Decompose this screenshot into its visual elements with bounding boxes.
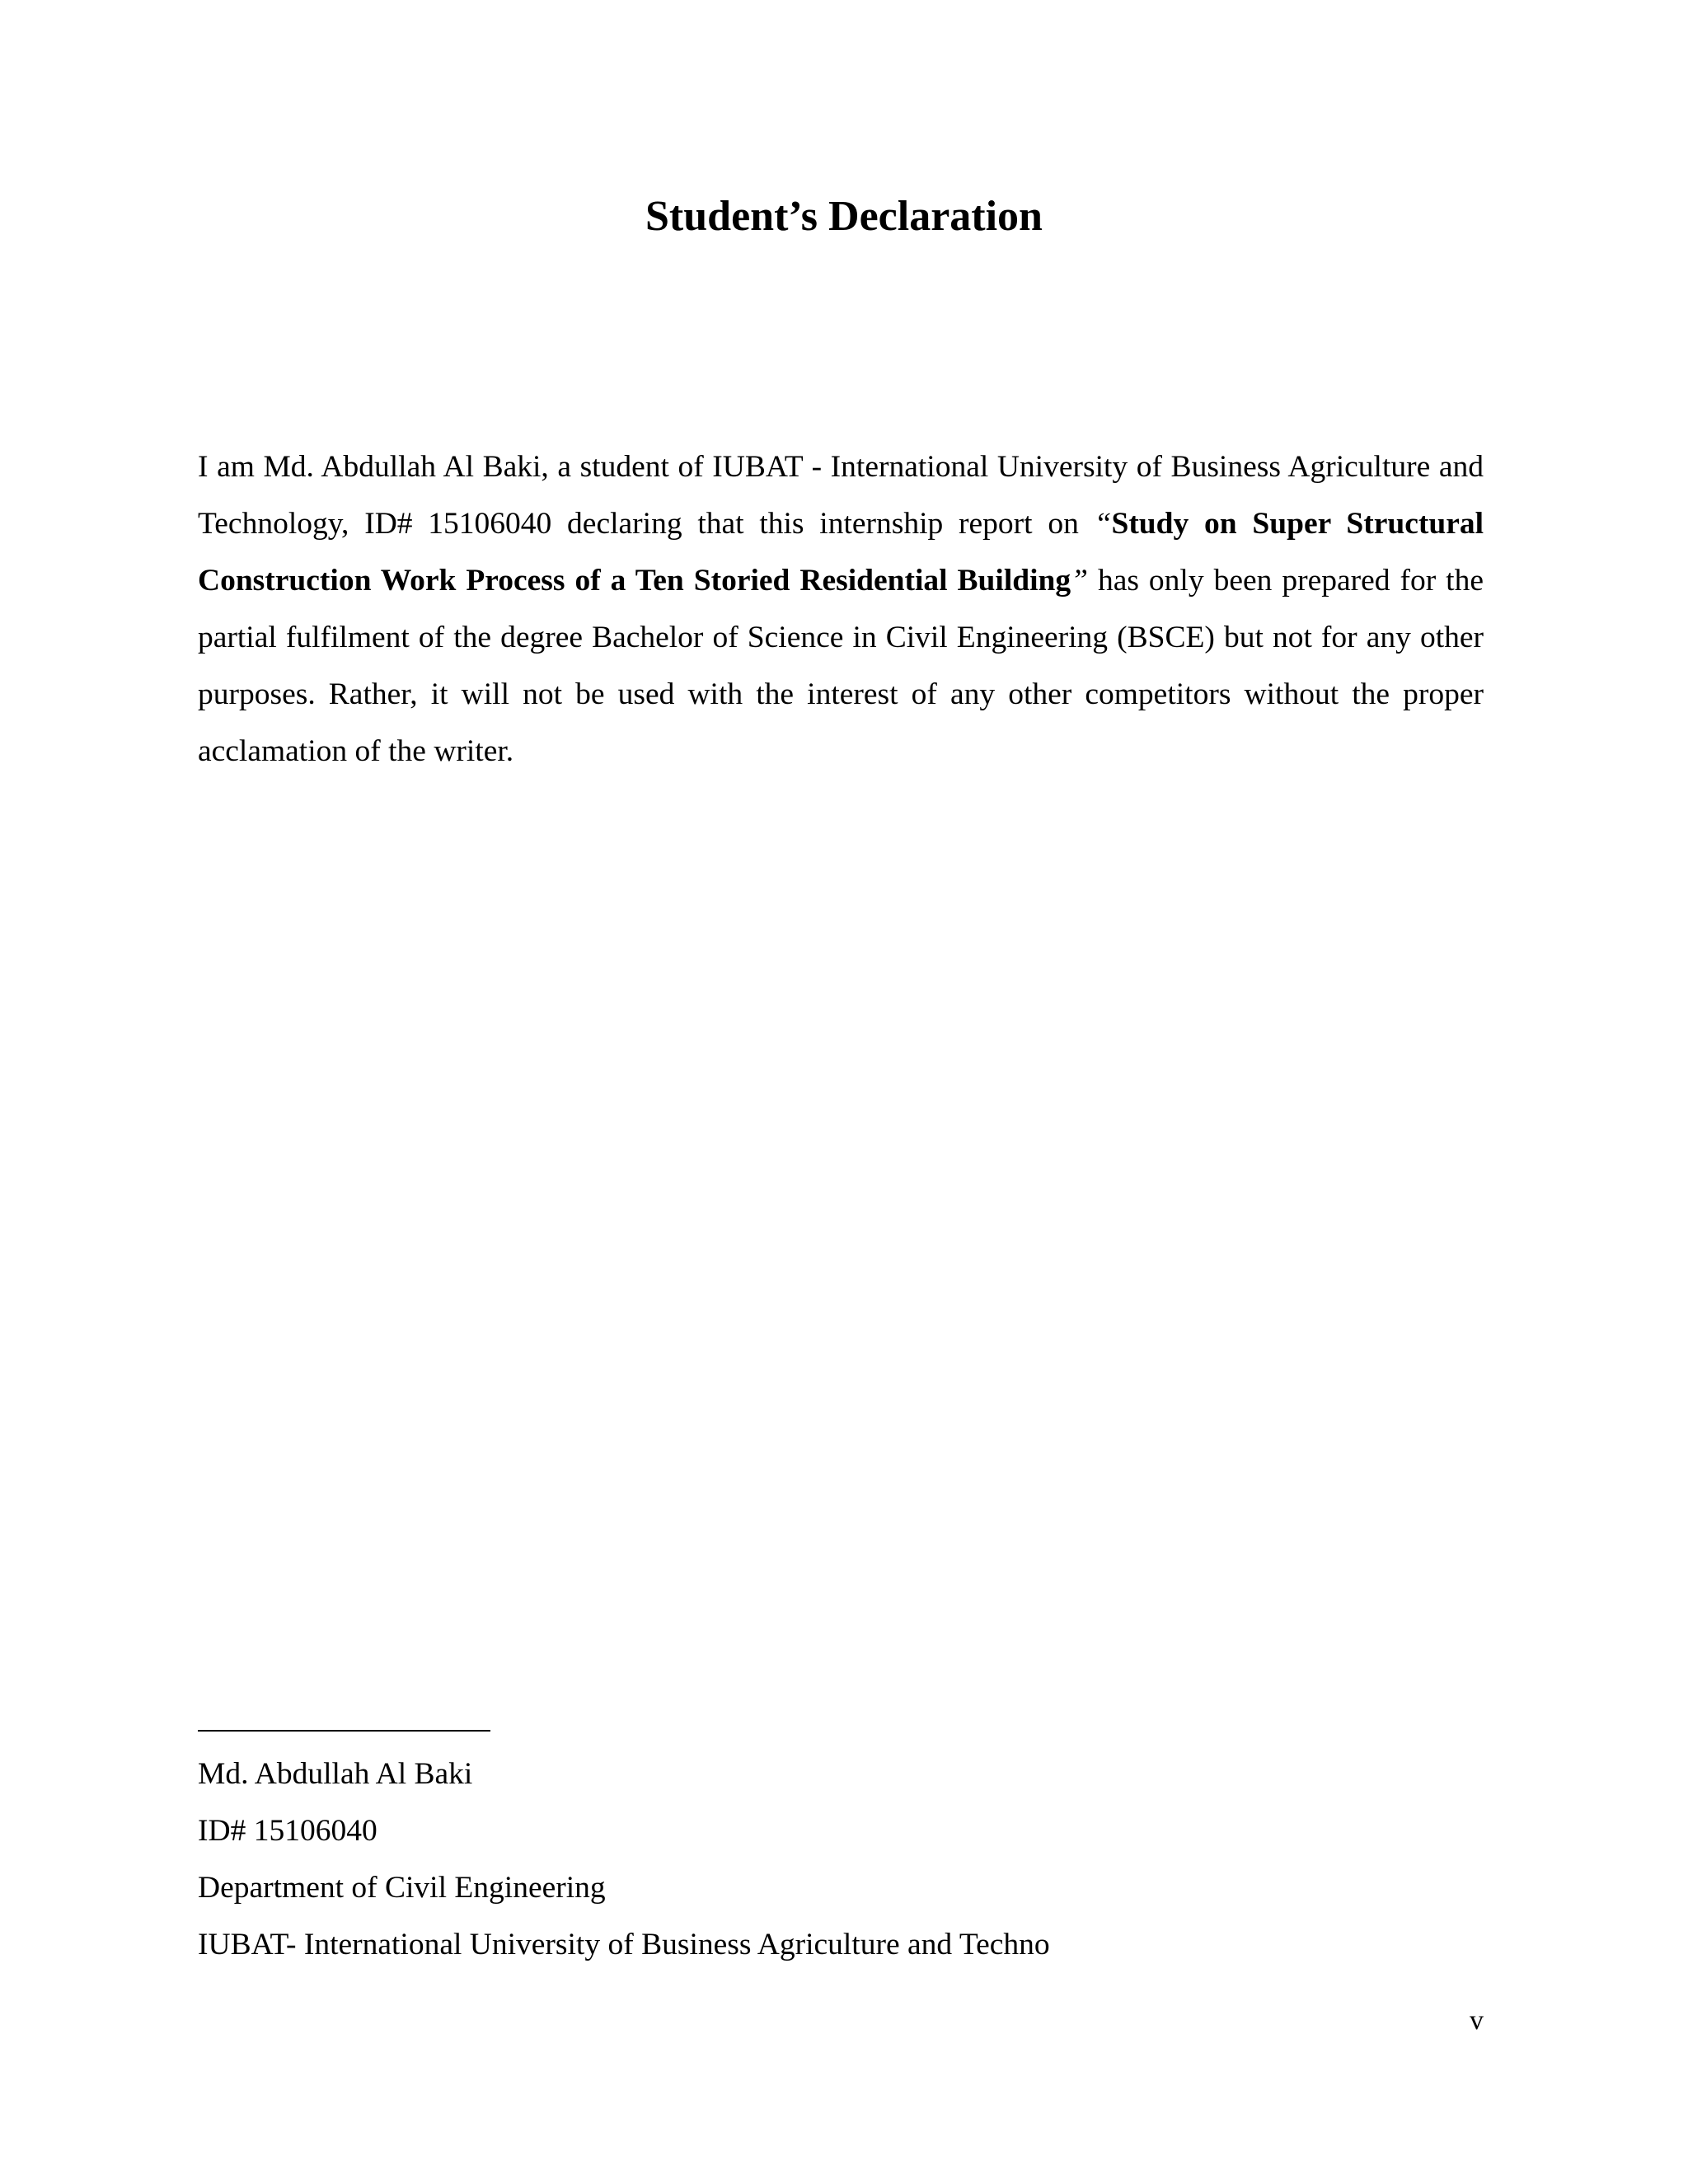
- paragraph-text-after: has only been prepared for the partial fulfilment of the degree Bachelor of Science in Civil Engineering (BSCE) but not for any other purposes. Rather, it will not be used with the interest of any other competitors without the proper acclamation of the writer.: [198, 564, 1484, 768]
- report-title: Study on Super Structural Construction Work Process of a Ten Storied Residential Building: [198, 507, 1484, 598]
- page-title: Student’s Declaration: [645, 193, 1043, 240]
- signature-block: [198, 1746, 1517, 1973]
- open-quote: “: [1094, 507, 1112, 541]
- signatory-name: Md. Abdullah Al Baki: [198, 1757, 473, 1791]
- signature-line: [198, 1730, 490, 1732]
- paragraph-text-before: I am Md. Abdullah Al Baki, a student of IUBAT - International University of Business Agriculture and Technology, ID# 15106040 declaring that this internship report on: [198, 450, 1484, 541]
- page-number: v: [1470, 2005, 1484, 2036]
- signatory-department: Department of Civil Engineering: [198, 1871, 606, 1905]
- close-quote: ”: [1071, 564, 1088, 598]
- signatory-id: ID# 15106040: [198, 1814, 377, 1848]
- declaration-paragraph: [198, 438, 1484, 780]
- signatory-institution: IUBAT- International University of Business Agriculture and Techno: [198, 1928, 1050, 1961]
